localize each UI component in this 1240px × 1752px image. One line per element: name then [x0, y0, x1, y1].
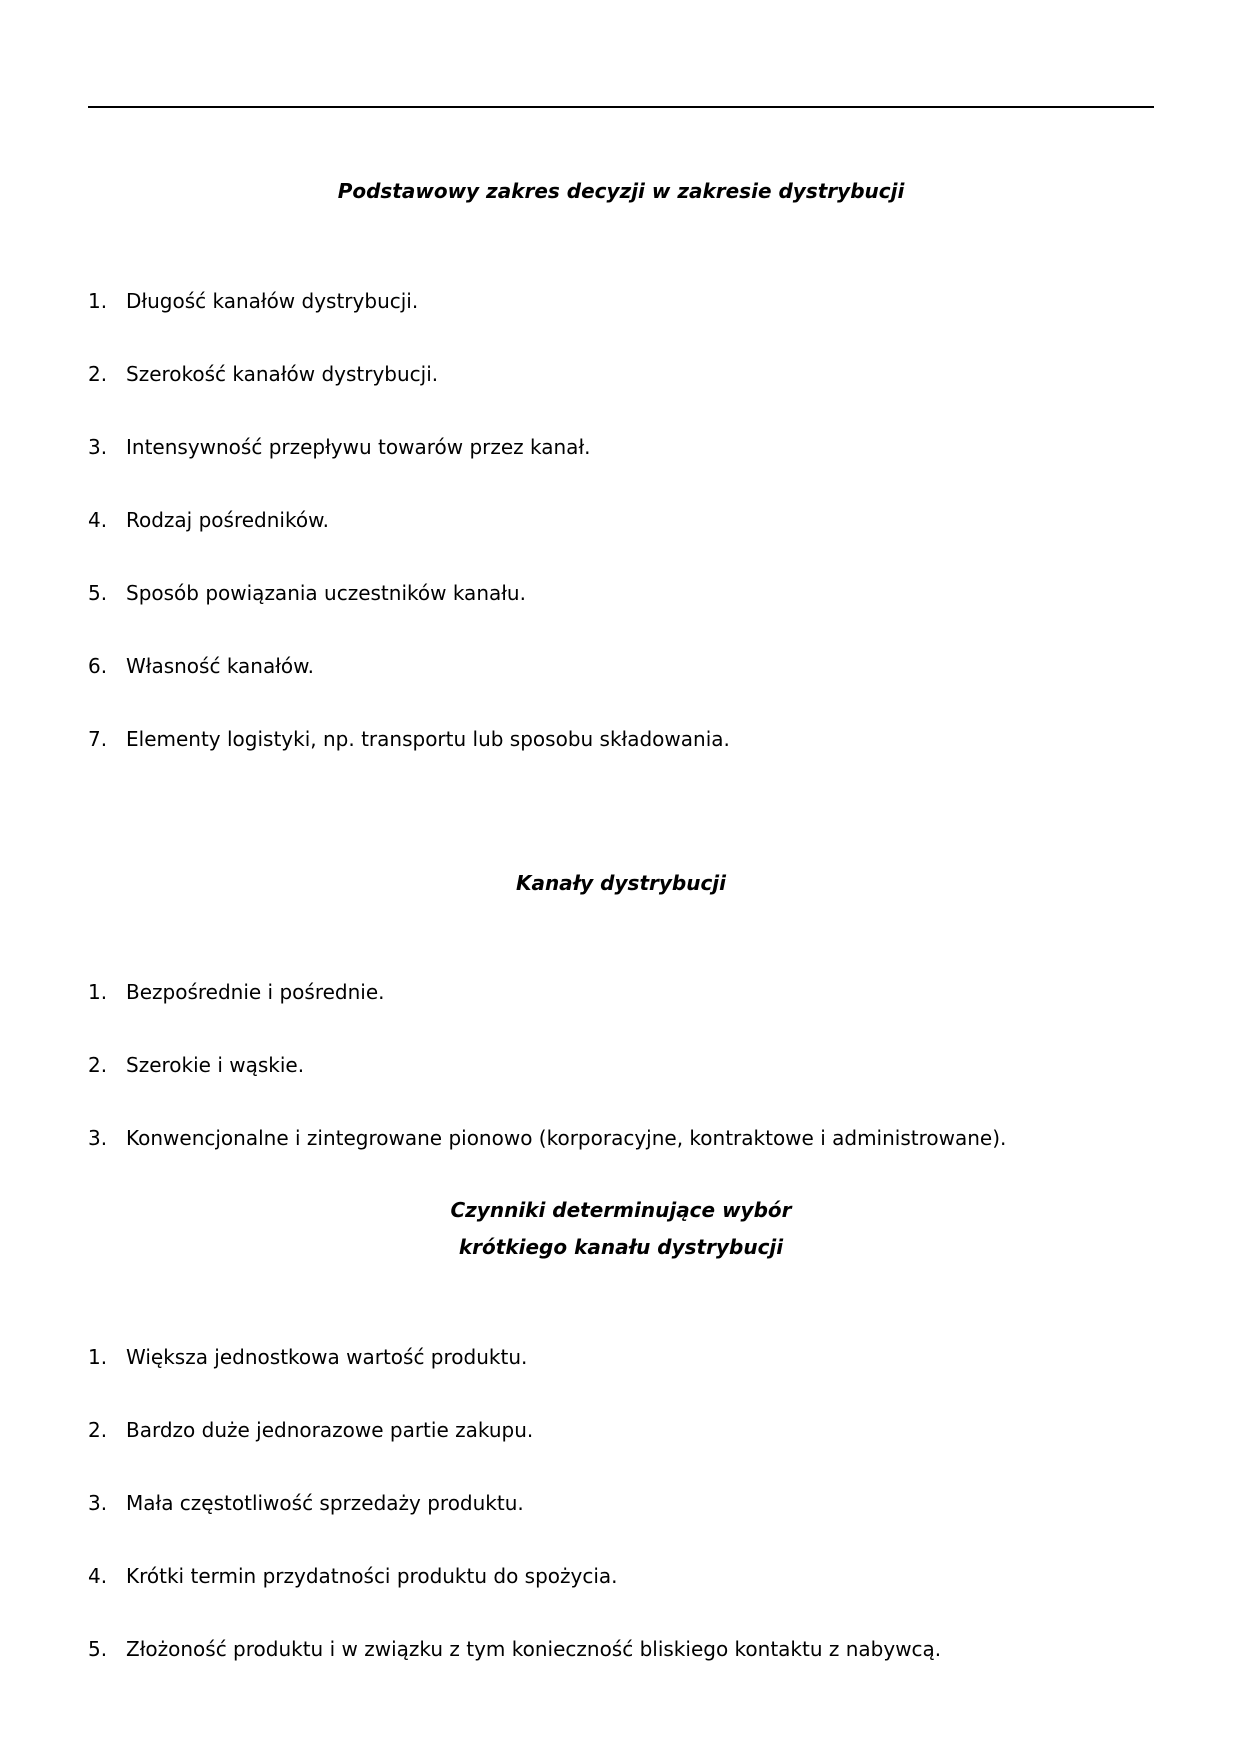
item-text: Bezpośrednie i pośrednie.	[126, 980, 385, 1004]
item-text: Mała częstotliwość sprzedaży produktu.	[126, 1491, 524, 1515]
item-text: Sposób powiązania uczestników kanału.	[126, 581, 526, 605]
item-text: Elementy logistyki, np. transportu lub sposobu składowania.	[126, 727, 730, 751]
list-item	[88, 1490, 1154, 1563]
section3-heading-line1: Czynniki determinujące wybór	[450, 1198, 792, 1222]
item-number: 3.	[88, 435, 108, 459]
item-number: 3.	[88, 1126, 108, 1150]
item-number: 5.	[88, 581, 108, 605]
list-item	[88, 288, 1154, 361]
list-item	[88, 1125, 1154, 1198]
item-text: Większa jednostkowa wartość produktu.	[126, 1345, 528, 1369]
list-item	[88, 1052, 1154, 1125]
list-item	[88, 580, 1154, 653]
item-number: 6.	[88, 654, 108, 678]
list-item	[88, 434, 1154, 507]
item-number: 4.	[88, 508, 108, 532]
header-rule	[88, 106, 1154, 108]
list-item	[88, 726, 1154, 799]
list-item	[88, 1563, 1154, 1636]
section3-list	[88, 1344, 1154, 1709]
list-item	[88, 361, 1154, 434]
item-number: 4.	[88, 1564, 108, 1588]
item-number: 1.	[88, 980, 108, 1004]
item-number: 2.	[88, 362, 108, 386]
item-text: Rodzaj pośredników.	[126, 508, 329, 532]
list-item	[88, 507, 1154, 580]
item-number: 2.	[88, 1418, 108, 1442]
item-text: Krótki termin przydatności produktu do spożycia.	[126, 1564, 618, 1588]
section1-heading: Podstawowy zakres decyzji w zakresie dystrybucji	[337, 179, 905, 203]
item-text: Bardzo duże jednorazowe partie zakupu.	[126, 1418, 534, 1442]
list-item	[88, 1417, 1154, 1490]
item-text: Własność kanałów.	[126, 654, 315, 678]
item-text: Intensywność przepływu towarów przez kanał.	[126, 435, 591, 459]
section2-heading: Kanały dystrybucji	[515, 871, 727, 895]
item-number: 3.	[88, 1491, 108, 1515]
item-text: Długość kanałów dystrybucji.	[126, 289, 419, 313]
item-number: 1.	[88, 1345, 108, 1369]
section2-list	[88, 979, 1154, 1198]
item-text: Złożoność produktu i w związku z tym konieczność bliskiego kontaktu z nabywcą.	[126, 1637, 942, 1661]
item-text: Szerokie i wąskie.	[126, 1053, 305, 1077]
list-item	[88, 653, 1154, 726]
item-text: Szerokość kanałów dystrybucji.	[126, 362, 439, 386]
item-number: 1.	[88, 289, 108, 313]
list-item	[88, 979, 1154, 1052]
item-number: 5.	[88, 1637, 108, 1661]
item-number: 7.	[88, 727, 108, 751]
section3-heading-line2: krótkiego kanału dystrybucji	[458, 1235, 784, 1259]
item-text: Konwencjonalne i zintegrowane pionowo (korporacyjne, kontraktowe i administrowane).	[126, 1126, 1007, 1150]
list-item	[88, 1344, 1154, 1417]
list-item	[88, 1636, 1154, 1709]
section1-list	[88, 288, 1154, 799]
item-number: 2.	[88, 1053, 108, 1077]
